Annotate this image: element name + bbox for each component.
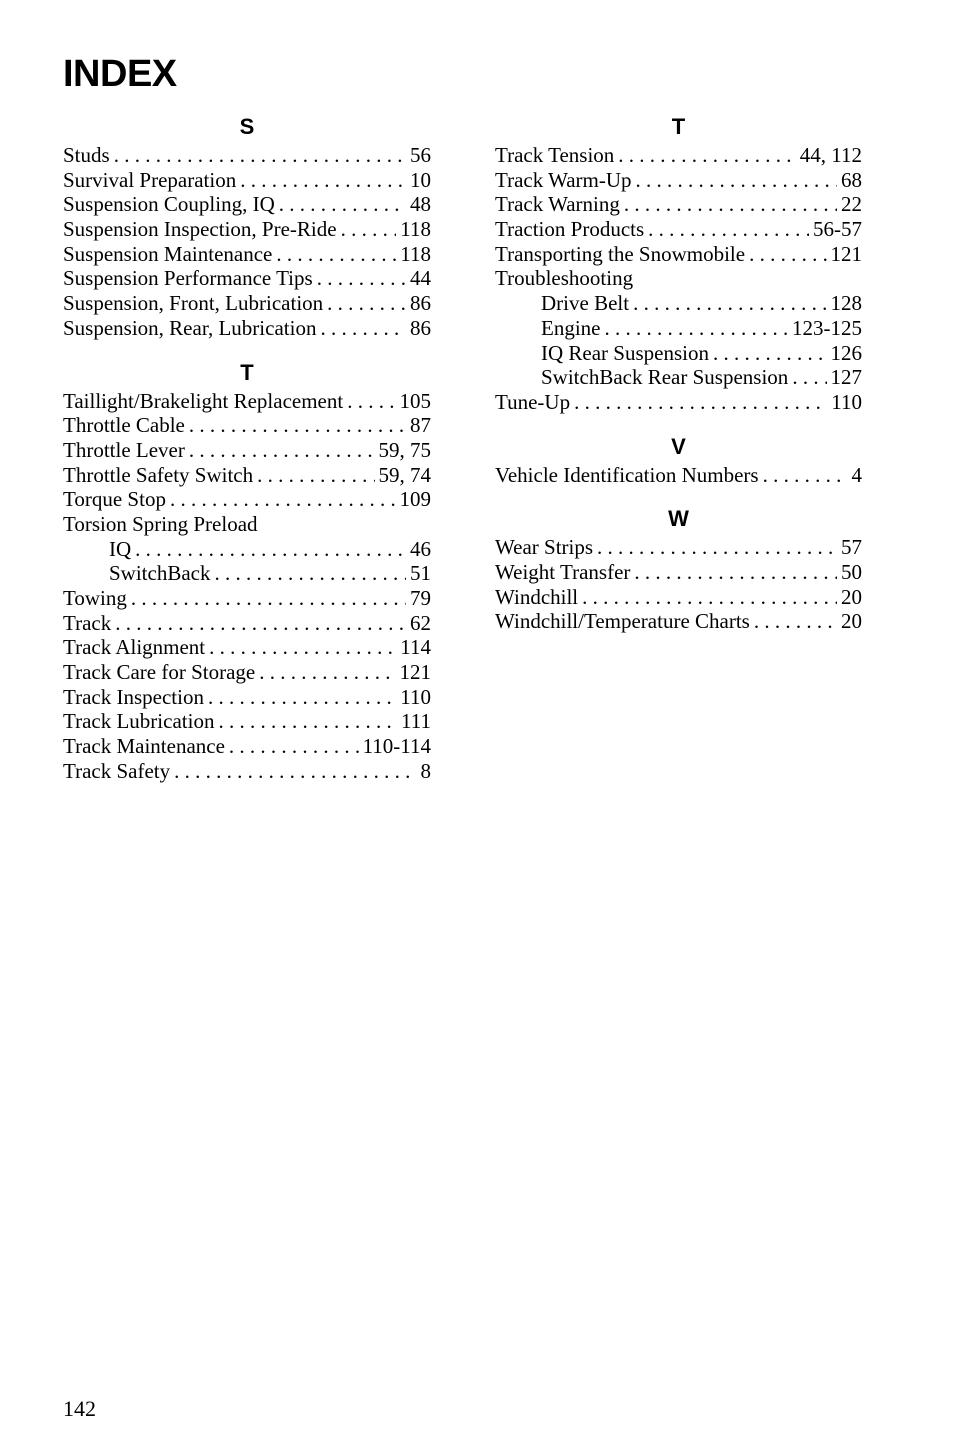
- dot-leader: [633, 291, 826, 316]
- page-title: INDEX: [63, 53, 177, 95]
- entry-pages: 126: [830, 340, 862, 365]
- entry-term: Suspension Maintenance: [63, 241, 273, 266]
- dot-leader: [618, 143, 795, 168]
- entry-pages: 51: [410, 561, 431, 586]
- section-letter: T: [671, 114, 686, 139]
- index-entry: [63, 242, 431, 267]
- entry-pages: 62: [410, 610, 431, 635]
- dot-leader: [634, 560, 837, 585]
- entry-pages: 121: [830, 241, 862, 266]
- index-entry: [63, 487, 431, 512]
- dot-leader: [240, 168, 406, 193]
- dot-leader: [189, 438, 375, 463]
- entry-term: Weight Transfer: [495, 559, 631, 584]
- dot-leader: [279, 192, 406, 217]
- entry-pages: 10: [410, 167, 431, 192]
- entry-pages: 79: [410, 586, 431, 610]
- index-subentry: [495, 316, 862, 341]
- index-entry: [63, 586, 431, 611]
- entry-term: Track Warning: [495, 192, 620, 217]
- dot-leader: [648, 217, 809, 242]
- entry-term: Tune-Up: [495, 389, 571, 414]
- entry-term: Engine: [541, 315, 601, 340]
- index-entry: [495, 560, 862, 585]
- dot-leader: [597, 535, 837, 560]
- dot-leader: [763, 463, 848, 488]
- index-entry: [63, 709, 431, 734]
- entry-pages: 114: [400, 635, 431, 660]
- entry-pages: 110: [831, 389, 862, 414]
- index-entry: [63, 611, 431, 636]
- entry-term: Suspension Inspection, Pre-Ride: [63, 217, 337, 242]
- index-entry: [495, 143, 862, 168]
- entry-term: Track Alignment: [63, 635, 206, 660]
- entry-term: Track Inspection: [63, 684, 204, 709]
- entry-term: IQ Rear Suspension: [541, 340, 709, 365]
- entry-pages: 111: [401, 709, 431, 734]
- index-entry: [63, 143, 431, 168]
- index-entry: [495, 217, 862, 242]
- entry-term: Track Maintenance: [63, 734, 225, 759]
- dot-leader: [574, 390, 827, 415]
- entry-pages: 20: [841, 609, 862, 634]
- index-entry: [63, 266, 431, 291]
- entry-term: Throttle Safety Switch: [63, 462, 254, 487]
- entry-term: Track Warm-Up: [495, 167, 632, 192]
- entry-pages: 123-125: [792, 315, 862, 340]
- dot-leader: [749, 242, 826, 267]
- dot-leader: [754, 609, 837, 634]
- index-entry: [63, 316, 431, 341]
- index-entry: [63, 413, 431, 438]
- dot-leader: [624, 192, 837, 217]
- dot-leader: [115, 611, 406, 636]
- dot-leader: [320, 316, 406, 341]
- index-entry: [63, 660, 431, 685]
- entry-pages: 4: [851, 462, 862, 487]
- dot-leader: [636, 168, 837, 193]
- section-letter: W: [668, 506, 689, 532]
- entry-pages: 59, 74: [378, 462, 431, 487]
- entry-pages: 87: [410, 413, 431, 438]
- index-entry: [63, 734, 431, 759]
- index-entry: [495, 609, 862, 634]
- entry-term: Windchill: [495, 584, 579, 609]
- dot-leader: [135, 537, 406, 562]
- index-entry: [63, 217, 431, 242]
- dot-leader: [604, 316, 788, 341]
- entry-pages: 59, 75: [378, 437, 431, 462]
- entry-term: Wear Strips: [495, 535, 594, 560]
- entry-pages: 118: [400, 241, 431, 266]
- index-entry: [495, 242, 862, 267]
- section-letter: V: [671, 433, 686, 459]
- entry-term: Traction Products: [495, 217, 645, 242]
- index-entry: [63, 759, 431, 784]
- entry-term: Windchill/Temperature Charts: [495, 609, 750, 634]
- dot-leader: [792, 365, 826, 390]
- index-entry: [63, 463, 431, 488]
- entry-term: Track Tension: [495, 143, 615, 167]
- entry-term: Taillight/Brakelight Replacement: [63, 388, 344, 413]
- index-entry: [63, 192, 431, 217]
- entry-pages: 20: [841, 584, 862, 609]
- index-entry: [63, 438, 431, 463]
- entry-term: IQ: [109, 536, 132, 561]
- section-letter: S: [239, 114, 255, 139]
- entry-term: Suspension Coupling, IQ: [63, 192, 275, 217]
- entry-term: Drive Belt: [541, 291, 630, 316]
- index-entry: [495, 585, 862, 610]
- entry-pages: 56: [410, 143, 431, 167]
- index-entry: [63, 685, 431, 710]
- dot-leader: [229, 734, 359, 759]
- index-entry: [63, 291, 431, 316]
- entry-pages: 56-57: [813, 217, 862, 242]
- index-entry-heading: Torsion Spring Preload: [63, 511, 258, 536]
- entry-term: Suspension, Rear, Lubrication: [63, 315, 317, 340]
- dot-leader: [713, 341, 827, 366]
- index-column-left: [63, 113, 431, 784]
- index-subentry: [63, 561, 431, 586]
- entry-pages: 86: [410, 291, 431, 316]
- dot-leader: [114, 143, 406, 168]
- dot-leader: [214, 561, 406, 586]
- entry-pages: 57: [841, 535, 862, 560]
- dot-leader: [347, 389, 395, 414]
- dot-leader: [259, 660, 395, 685]
- entry-term: Vehicle Identification Numbers: [495, 462, 759, 487]
- entry-term: Suspension Performance Tips: [63, 266, 313, 291]
- section-letter: T: [240, 359, 254, 385]
- dot-leader: [170, 487, 396, 512]
- index-entry: [495, 168, 862, 193]
- entry-pages: 46: [410, 536, 431, 561]
- entry-term: Torque Stop: [63, 487, 166, 512]
- entry-pages: 50: [841, 559, 862, 584]
- entry-pages: 48: [410, 192, 431, 217]
- index-subentry: [495, 291, 862, 316]
- entry-term: Track Safety: [63, 758, 171, 783]
- dot-leader: [276, 242, 396, 267]
- entry-term: Towing: [63, 586, 127, 610]
- dot-leader: [257, 463, 374, 488]
- entry-term: Track Care for Storage: [63, 660, 256, 685]
- entry-pages: 110: [400, 684, 431, 709]
- index-entry: [63, 168, 431, 193]
- entry-pages: 127: [830, 365, 862, 390]
- index-subentry: [63, 537, 431, 562]
- entry-pages: 86: [410, 315, 431, 340]
- index-entry: [495, 535, 862, 560]
- entry-pages: 118: [400, 217, 431, 242]
- entry-term: SwitchBack Rear Suspension: [541, 365, 789, 390]
- entry-term: Studs: [63, 143, 110, 167]
- index-entry: [63, 635, 431, 660]
- index-subentry: [495, 341, 862, 366]
- index-entry: [495, 463, 862, 488]
- entry-pages: 8: [420, 758, 431, 783]
- dot-leader: [131, 586, 406, 611]
- dot-leader: [189, 413, 406, 438]
- dot-leader: [208, 685, 396, 710]
- index-column-right: [495, 113, 862, 634]
- dot-leader: [341, 217, 397, 242]
- entry-term: Throttle Lever: [63, 437, 185, 462]
- dot-leader: [317, 266, 406, 291]
- dot-leader: [327, 291, 406, 316]
- entry-pages: 44: [410, 266, 431, 291]
- index-entry: [495, 390, 862, 415]
- entry-pages: 121: [399, 660, 431, 685]
- entry-pages: 128: [830, 291, 862, 316]
- dot-leader: [582, 585, 837, 610]
- dot-leader: [174, 759, 416, 784]
- index-entry: [63, 389, 431, 414]
- entry-pages: 109: [399, 487, 431, 512]
- entry-term: Survival Preparation: [63, 167, 237, 192]
- entry-term: Throttle Cable: [63, 413, 185, 438]
- entry-term: Suspension, Front, Lubrication: [63, 291, 324, 316]
- entry-pages: 110-114: [362, 734, 431, 759]
- entry-term: SwitchBack: [109, 561, 211, 586]
- index-subentry: [495, 365, 862, 390]
- dot-leader: [209, 635, 396, 660]
- entry-pages: 105: [399, 388, 431, 413]
- index-entry-heading: Troubleshooting: [495, 266, 634, 291]
- entry-pages: 44, 112: [799, 143, 862, 167]
- entry-term: Track: [63, 610, 112, 635]
- entry-term: Transporting the Snowmobile: [495, 241, 746, 266]
- index-entry: [495, 192, 862, 217]
- page-number: 142: [63, 1396, 96, 1421]
- entry-term: Track Lubrication: [63, 709, 215, 734]
- entry-pages: 68: [841, 167, 862, 192]
- entry-pages: 22: [841, 192, 862, 217]
- dot-leader: [218, 709, 397, 734]
